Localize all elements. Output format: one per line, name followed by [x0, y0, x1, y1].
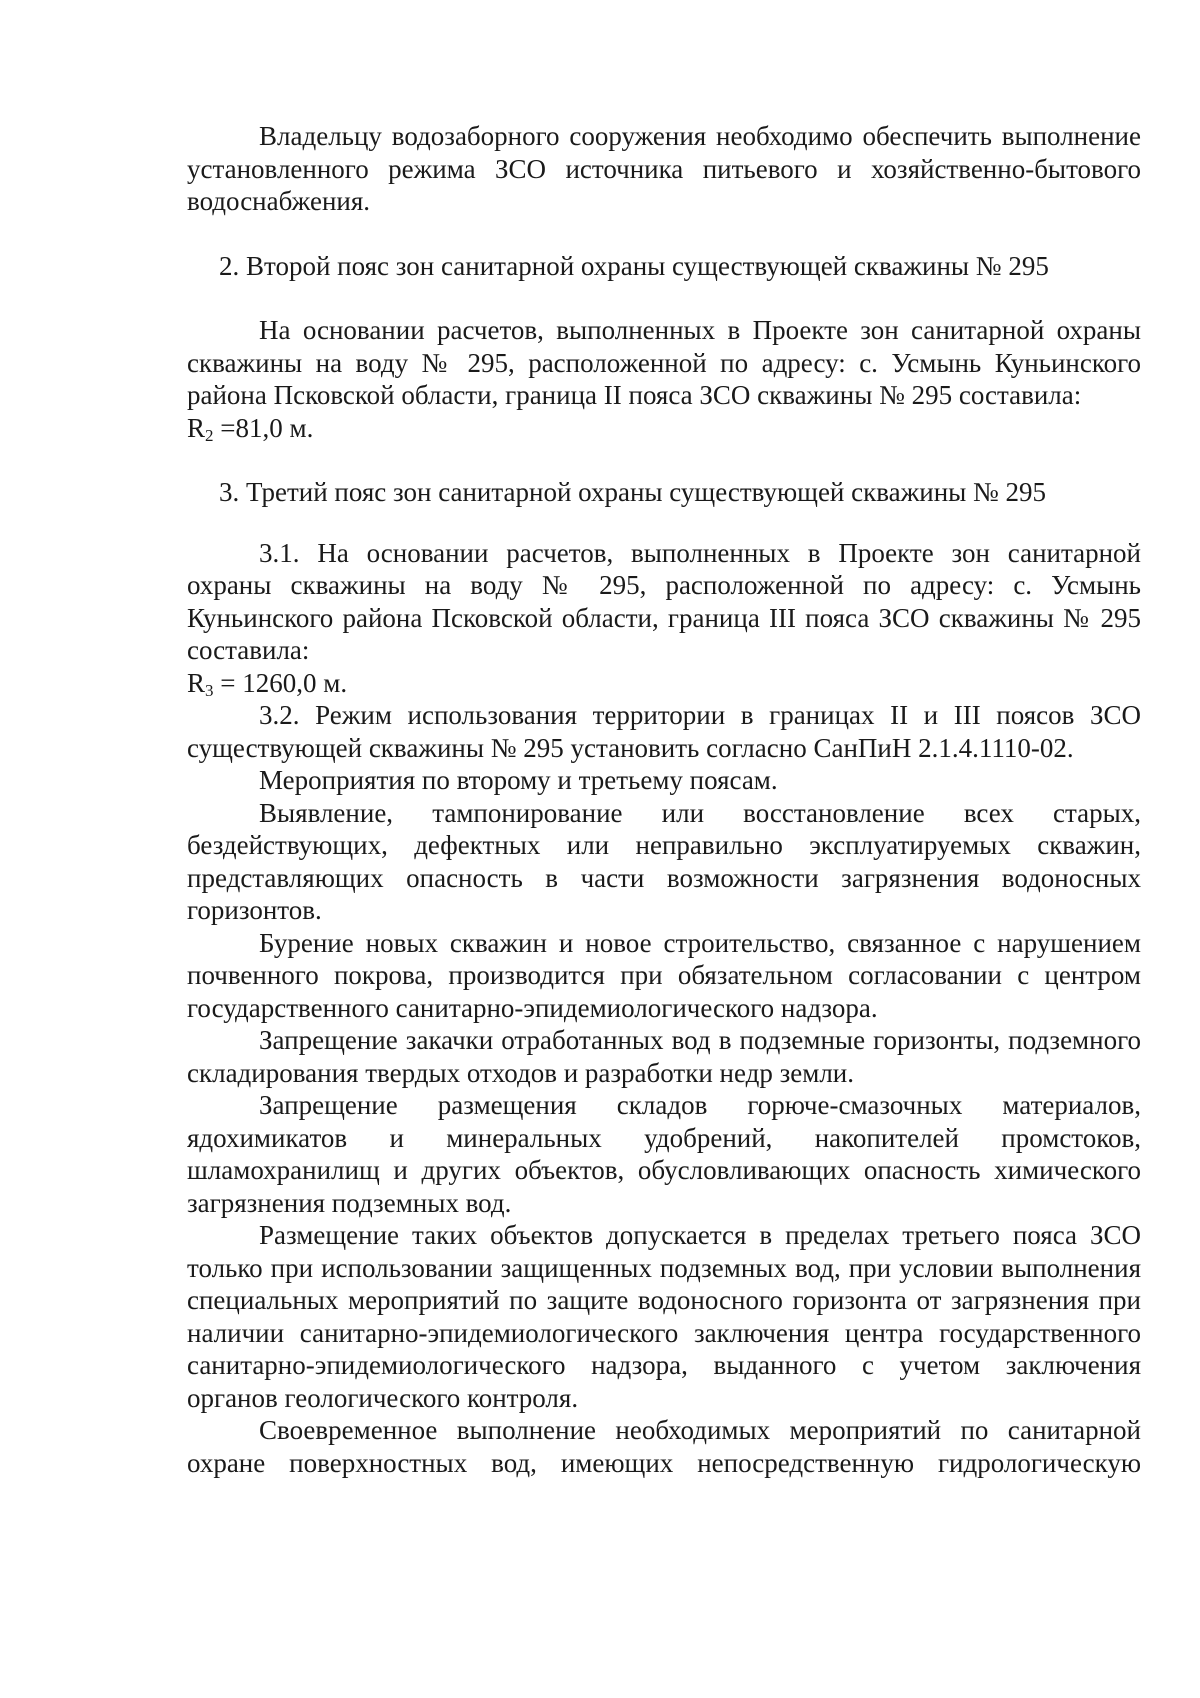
document-body: [187, 120, 1141, 1479]
measure-5-paragraph: Размещение таких объектов допускается в пределах третьего пояса ЗСО только при использовании защищенных подземных вод, при условии выполнения специальных мероприятий по защите водоносного горизонта от загрязнения при наличии санитарно-эпидемиологического заключения центра государственного санитарно-эпидемиологического надзора, выданного с учетом заключения органов геологического контроля.: [187, 1220, 1141, 1413]
measure-6-paragraph: Своевременное выполнение необходимых мероприятий по санитарной охране поверхностных вод, имеющих непосредственную гидрологическую: [187, 1415, 1141, 1478]
section-2-heading: 2. Второй пояс зон санитарной охраны существующей скважины № 295: [219, 250, 1049, 281]
measures-title: Мероприятия по второму и третьему поясам.: [259, 765, 778, 795]
r2-subscript: 2: [205, 425, 214, 445]
r2-formula: [187, 412, 1141, 445]
measure-4-paragraph: Запрещение размещения складов горюче-смазочных материалов, ядохимикатов и минеральных удобрений, накопителей промстоков, шламохранилищ и других объектов, обусловливающих опасность химического загрязнения подземных вод.: [187, 1090, 1141, 1218]
section-3-heading: 3. Третий пояс зон санитарной охраны существующей скважины № 295: [219, 477, 1047, 507]
r2-symbol: R: [187, 412, 206, 443]
r2-value: =81,0 м.: [213, 412, 314, 443]
section-2-text: На основании расчетов, выполненных в Проекте зон санитарной охраны скважины на воду № 295, расположенной по адресу: с. Усмынь Куньинского района Псковской области, граница II пояса ЗСО скважины № 295 составила:: [187, 315, 1141, 410]
measure-1-paragraph: Выявление, тампонирование или восстановление всех старых, бездействующих, дефектных или неправильно эксплуатируемых скважин, представляющих опасность в части возможности загрязнения водоносных горизонтов.: [187, 797, 1141, 925]
owner-duty-paragraph: Владельцу водозаборного сооружения необходимо обеспечить выполнение установленного режима ЗСО источника питьевого и хозяйственно-бытового водоснабжения.: [187, 121, 1141, 216]
r3-value: = 1260,0 м.: [213, 667, 348, 698]
measure-2-paragraph: Бурение новых скважин и новое строительство, связанное с нарушением почвенного покрова, производится при обязательном согласовании с центром государственного санитарно-эпидемиологического надзора.: [187, 927, 1141, 1023]
r3-formula: [187, 667, 1141, 700]
r3-symbol: R: [187, 667, 206, 698]
section-3-1-text: 3.1. На основании расчетов, выполненных в Проекте зон санитарной охраны скважины на воду № 295, расположенной по адресу: с. Усмынь Куньинского района Псковской области, граница III пояса ЗСО скважины № 295 составила:: [187, 537, 1141, 665]
section-3-2-text: 3.2. Режим использования территории в границах II и III поясов ЗСО существующей скважины № 295 установить согласно СанПиН 2.1.4.1110-02.: [187, 700, 1141, 763]
r3-subscript: 3: [205, 680, 214, 700]
measure-3-paragraph: Запрещение закачки отработанных вод в подземные горизонты, подземного складирования твердых отходов и разработки недр земли.: [187, 1025, 1141, 1088]
